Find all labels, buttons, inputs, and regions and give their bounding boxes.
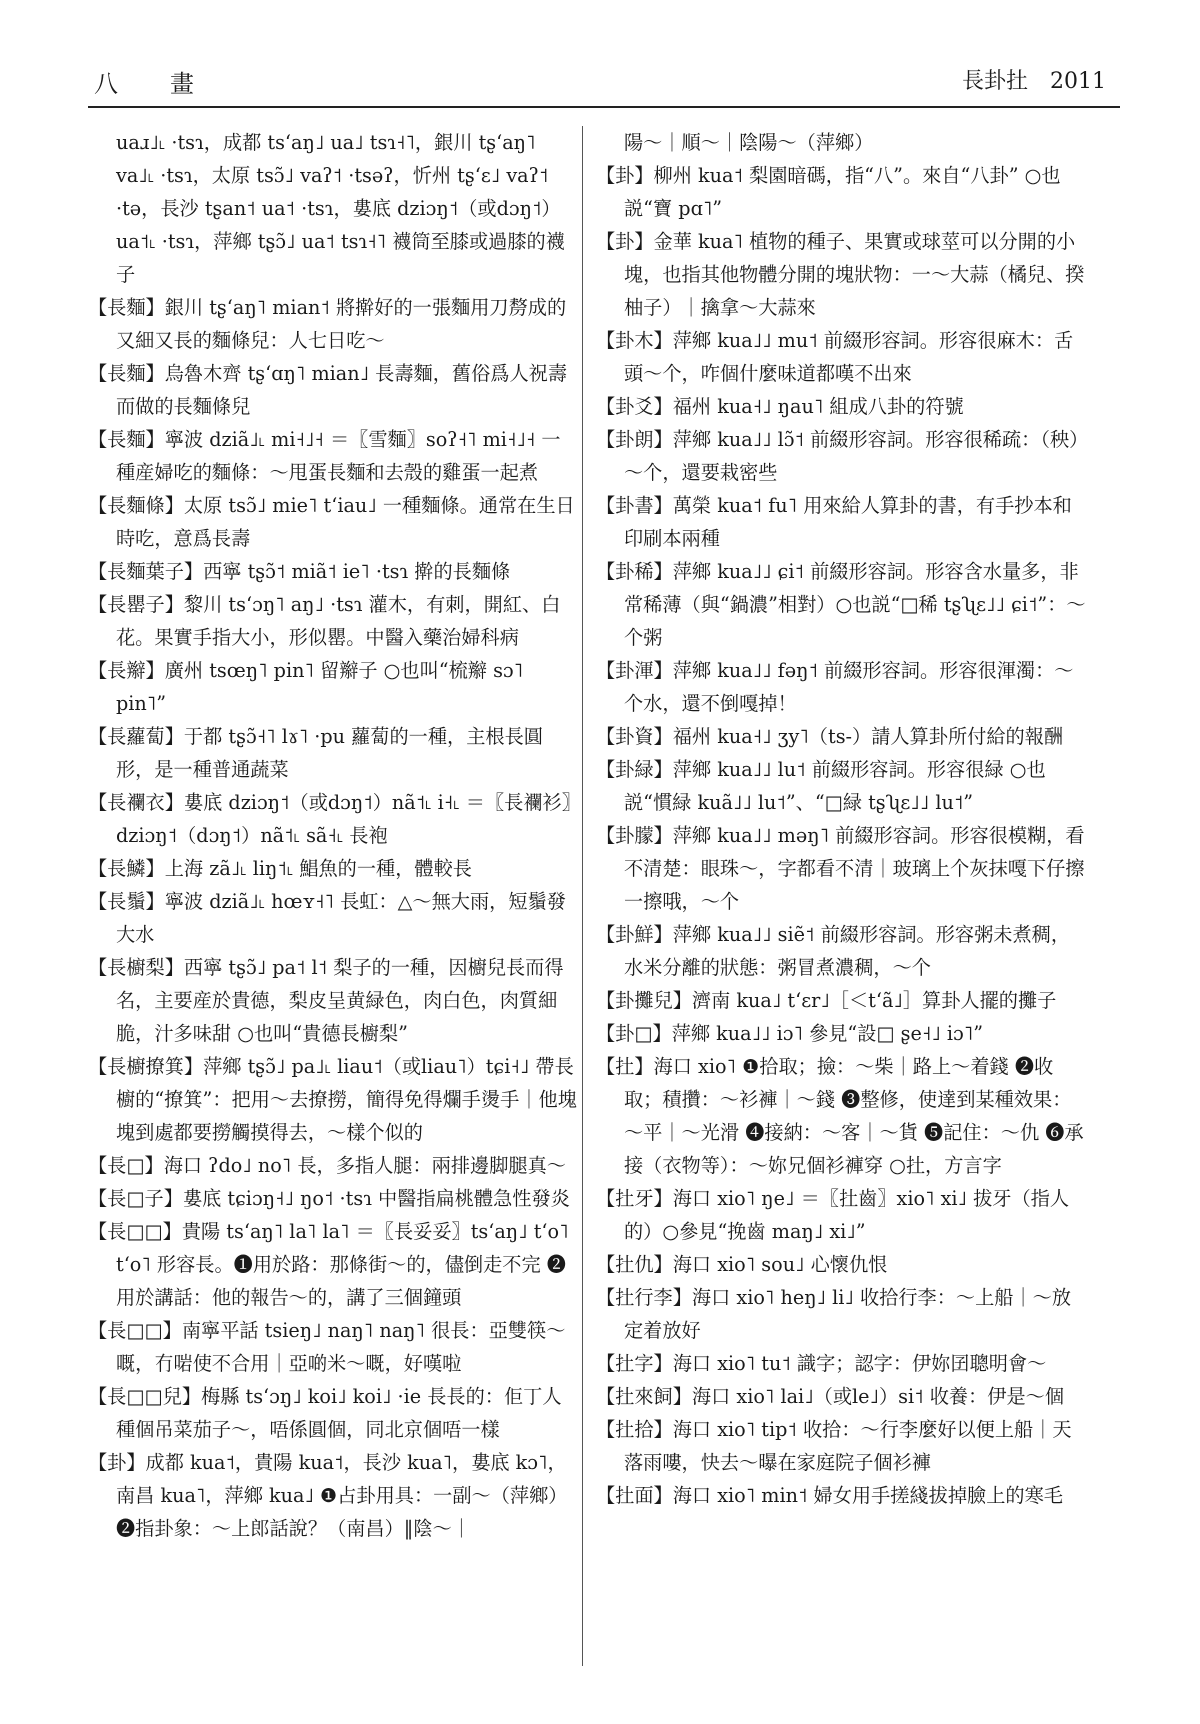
dictionary-entry: 【長蘿蔔】于都 tʂɔ̃˧˥ lɤ˥ ·pu 蘿蔔的一種，主根長圓形，是一種普通蔬菜: [88, 725, 543, 781]
dictionary-entry: 【卦資】福州 kua˧˩ ʒy˥（ts-）請人算卦所付給的報酬: [596, 725, 1064, 748]
dictionary-entry: 【長麵】烏魯木齊 tʂʻɑŋ˥ mian˩ 長壽麵，舊俗爲人祝壽而做的長麵條兒: [88, 362, 568, 418]
right-column: [596, 126, 1086, 1512]
dictionary-entry: 【卦朦】萍鄉 kua˩˩ məŋ˥ 前綴形容詞。形容很模糊，看不清楚：眼珠～，字都看不清｜玻璃上个灰抹嘎下仔擦一擦哦，～个: [596, 824, 1085, 913]
dictionary-entry: 【長□□】貴陽 tsʻaŋ˥ la˥ la˥ ＝〖長妥妥〗tsʻaŋ˩ tʻo˥ tʻo˥ 形容長。❶用於路：那條街～的，儘倒走不完 ❷用於講話：他的報告～的，講了三個鐘頭: [88, 1220, 569, 1309]
dictionary-entry: 【扗牙】海口 xio˥ ŋe˩ ＝〖扗齒〗xio˥ xi˩ 拔牙（指人的）○參見“挽齒 maŋ˩ xi˩”: [596, 1187, 1070, 1243]
dictionary-entry: 【長鬚】寧波 dziã˩˪ hœʏ˧˥ 長虹：△～無大雨，短鬚發大水: [88, 890, 566, 946]
dictionary-entry: 【卦稀】萍鄉 kua˩˩ ɕi˦ 前綴形容詞。形容含水量多，非常稀薄（與“鍋濃”相對）○也説“□稀 tʂʯɛ˩˩ ɕi˦”：～个粥: [596, 560, 1086, 649]
dictionary-entry: 【卦朗】萍鄉 kua˩˩ lɔ̃˦ 前綴形容詞。形容很稀疏：（秧）～个，還要栽密些: [596, 428, 1079, 484]
left-column: [88, 126, 578, 1545]
dictionary-entry: 【卦攤兒】濟南 kua˩ tʻɛr˩［＜tʻã˩］算卦人擺的攤子: [596, 989, 1057, 1012]
dictionary-entry: 【卦緑】萍鄉 kua˩˩ lu˦ 前綴形容詞。形容很緑 ○也説“慣緑 kuã˩˩ lu˦”、“□緑 tʂʯɛ˩˩ lu˦”: [596, 758, 1046, 814]
dictionary-entry: 【長罌子】黎川 tsʻɔŋ˥ aŋ˩ ·tsɿ 灌木，有刺，開紅、白花。果實手指大小，形似罌。中醫入藥治婦科病: [88, 593, 561, 649]
dictionary-entry: 【卦】金華 kua˥ 植物的種子、果實或球莖可以分開的小塊，也指其他物體分開的塊狀物：一～大蒜（橘兒、揆柚子）｜擒拿～大蒜來: [596, 230, 1085, 319]
dictionary-entry: 【長襴衣】婁底 dziɔŋ˦（或dɔŋ˦）nã˦˪ i˧˪ ＝〖長襴衫〗dziɔŋ˦（dɔŋ˦）nã˦˪ sã˧˪ 長袍: [88, 791, 572, 847]
dictionary-entry: 【長麵葉子】西寧 tʂɔ̃˦ miã˦ ie˥ ·tsɿ 擀的長麵條: [88, 560, 511, 583]
dictionary-entry: 【扗面】海口 xio˥ min˦ 婦女用手搓綫拔掉臉上的寒毛: [596, 1484, 1063, 1507]
dictionary-entry: 【長□】海口 ʔdo˩ no˥ 長，多指人腿：兩排邊脚腿真～: [88, 1154, 566, 1177]
dictionary-entry: 【卦爻】福州 kua˧˩ ŋau˥ 組成八卦的符號: [596, 395, 964, 418]
dictionary-entry: 【卦】柳州 kua˦ 梨園暗碼，指“八”。來自“八卦” ○也説“寶 pɑ˥”: [596, 164, 1061, 220]
dictionary-entry: 【扗仇】海口 xio˥ sou˩ 心懷仇恨: [596, 1253, 888, 1276]
dictionary-entry: 【長麵】寧波 dziã˩˪ mi˧˩˧ ＝〖雪麵〗soʔ˧˥ mi˧˩˧ 一種産婦吃的麵條：～甩蛋長麵和去殼的雞蛋一起煮: [88, 428, 561, 484]
dictionary-entry: 【卦鮮】萍鄉 kua˩˩ siẽ˦ 前綴形容詞。形容粥未煮稠，水米分離的狀態：粥冒煮濃稠，～个: [596, 923, 1071, 979]
column-divider: [582, 126, 583, 1666]
running-head: [962, 64, 1106, 95]
dictionary-entry: 【長麵條】太原 tsɔ̃˩ mie˥ tʻiau˩ 一種麵條。通常在生日時吃，意爲長壽: [88, 494, 575, 550]
dictionary-entry: 【卦□】萍鄉 kua˩˩ iɔ˥ 參見“設□ ʂe˧˩ iɔ˥”: [596, 1022, 984, 1045]
dictionary-entry: 【卦渾】萍鄉 kua˩˩ fəŋ˦ 前綴形容詞。形容很渾濁：～个水，還不倒嘎掉！: [596, 659, 1074, 715]
dictionary-entry: 【長□子】婁底 tɕiɔŋ˧˩ ŋo˦ ·tsɿ 中醫指扁桃體急性發炎: [88, 1187, 570, 1210]
dictionary-entry: 【長鱗】上海 zã˩˪ liŋ˦˪ 鯧魚的一種，體較長: [88, 857, 472, 880]
page-header: [88, 62, 1120, 108]
dictionary-entry: 【長麵】銀川 tʂʻaŋ˥ mian˦ 將擀好的一張麵用刀剺成的又細又長的麵條兒：人七日吃～: [88, 296, 567, 352]
dictionary-entry: 【扗字】海口 xio˥ tu˦ 識字；認字：伊妳囝聰明會～: [596, 1352, 1047, 1375]
dictionary-entry: 陽～｜順～｜陰陽～（萍鄉）: [624, 131, 874, 154]
dictionary-entry: 【長櫥撩箕】萍鄉 tʂɔ̃˩ pa˩˪ liau˦（或liau˥）tɕi˧˩ 帶長櫥的“撩箕”：把用～去撩撈，簡得免得爛手燙手｜他塊塊到處都要撈觸摸得去，～樣个似的: [88, 1055, 577, 1144]
dictionary-entry: 【長辮】廣州 tsœŋ˥ pin˥ 留辮子 ○也叫“梳辮 sɔ˥ pin˥”: [88, 659, 524, 715]
section-title: 八 畫: [94, 70, 208, 98]
dictionary-entry: 【卦書】萬榮 kua˦ fu˥ 用來給人算卦的書，有手抄本和印刷本兩種: [596, 494, 1072, 550]
running-head-title: 長卦扗: [961, 69, 1028, 94]
dictionary-entry: 【扗行李】海口 xio˥ heŋ˩ li˩ 收拾行李：～上船｜～放定着放好: [596, 1286, 1072, 1342]
dictionary-entry: 【長□□兒】梅縣 tsʻɔŋ˩ koi˩ koi˩ ·ie 長長的：佢丁人種個吊菜茄子～，唔係圓個，同北京個唔一樣: [88, 1385, 562, 1441]
dictionary-entry: 【扗】海口 xio˥ ❶拾取；撿：～柴｜路上～着錢 ❷收取；積攢：～衫褲｜～錢 ❸整修，使達到某種效果：～平｜～光滑 ❹接納：～客｜～貨 ❺記住：～仇 ❻承接（衣物等）：～妳兄個衫褲穿 ○扗，方言字: [596, 1055, 1084, 1177]
dictionary-entry: 【長櫥梨】西寧 tʂɔ̃˩ pa˦ l˦ 梨子的一種，因櫥兒長而得名，主要産於貴德，梨皮呈黄緑色，肉白色，肉質細脆，汁多味甜 ○也叫“貴德長櫥梨”: [88, 956, 564, 1045]
dictionary-entry: 【扗來飼】海口 xio˥ lai˩（或le˩）si˦ 收養：伊是～個: [596, 1385, 1065, 1408]
dictionary-entry: 【長□□】南寧平話 tsieŋ˩ naŋ˥ naŋ˥ 很長：亞雙筷～嘅，冇啱使不合用｜亞啲米～嘅，好嘆啦: [88, 1319, 566, 1375]
dictionary-entry: 【卦木】萍鄉 kua˩˩ mu˦ 前綴形容詞。形容很麻木：舌頭～个，咋個什麼味道都嘆不出來: [596, 329, 1074, 385]
dictionary-entry: 【卦】成都 kua˦，貴陽 kua˦，長沙 kua˥，婁底 kɔ˥，南昌 kua˥，萍鄉 kua˩ ❶占卦用具：一副～（萍鄉）❷指卦象：～上郎話說？（南昌）‖陰～｜: [88, 1451, 568, 1540]
dictionary-entry: uaɹ˩˪ ·tsɿ，成都 tsʻaŋ˩ ua˩ tsɿ˧˥，銀川 tʂʻaŋ˥ va˩˪ ·tsɿ，太原 tsɔ̃˩ vaʔ˦ ·tsəʔ，忻州 tʂʻɛ˩ vaʔ˦ ·tə，長沙 tʂan˦ ua˦ ·tsɿ，婁底 dziɔŋ˦（或dɔŋ˦）ua˦˪ ·tsɿ，萍鄉 tʂɔ̃˩ ua˦ tsɿ˧˥ 襪筒至膝或過膝的襪子: [116, 131, 565, 286]
page-number: 2011: [1050, 69, 1106, 94]
dictionary-entry: 【扗拾】海口 xio˥ tip˦ 收拾：～行李麼好以便上船｜天落雨嘍，快去～曝在家庭院子個衫褲: [596, 1418, 1072, 1474]
